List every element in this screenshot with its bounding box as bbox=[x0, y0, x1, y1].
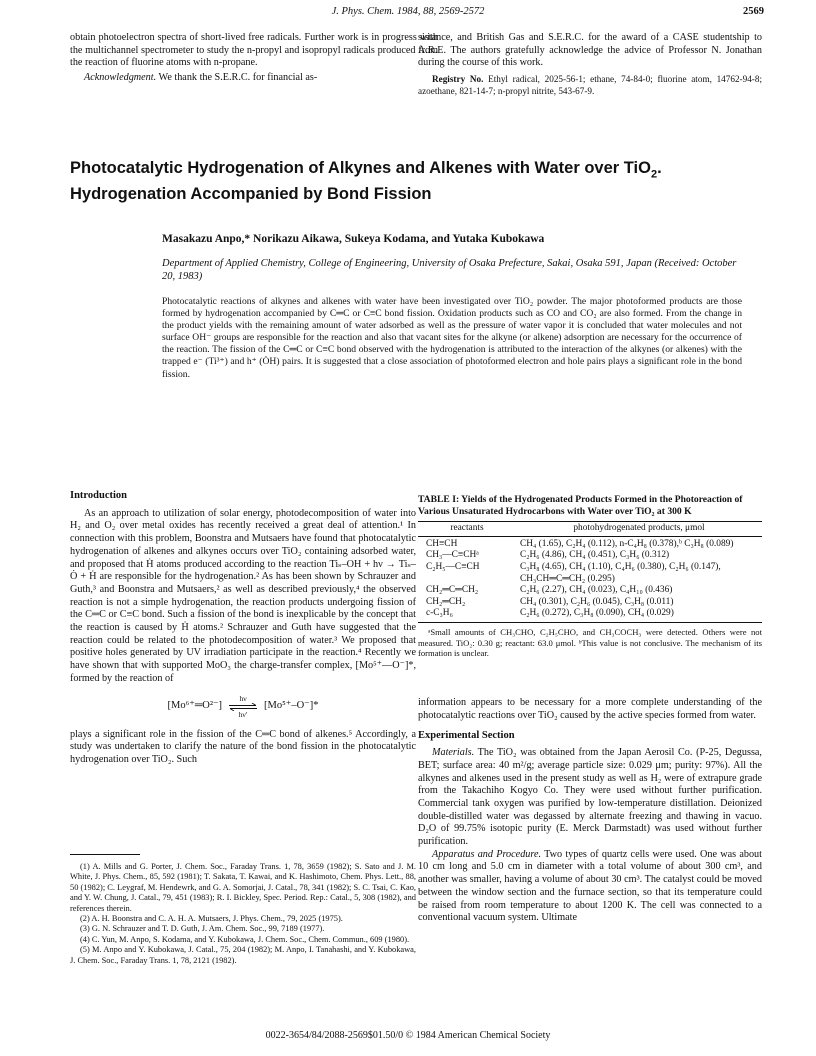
table-header-row bbox=[418, 522, 762, 537]
table-row bbox=[418, 536, 762, 550]
authors: Masakazu Anpo,* Norikazu Aikawa, Sukeya Kodama, and Yutaka Kubokawa bbox=[162, 233, 545, 245]
table-cell-products: C₂H₆ (2.27), CH₄ (0.023), C₄H₁₀ (0.436) bbox=[520, 585, 673, 596]
right-continuation: information appears to be necessary for a more complete understanding of the photocatalytic reactions over TiO₂ caused by the active species formed from water. bbox=[418, 697, 762, 721]
table-cell-reactant: C₂H₅—C≡CH bbox=[426, 561, 480, 572]
table-cell-reactant: c-C₃H₆ bbox=[418, 608, 516, 622]
table-col-products: photohydrogenated products, μmol bbox=[516, 522, 762, 537]
table-body bbox=[418, 521, 762, 623]
prev-article-text: obtain photoelectron spectra of short-lived free radicals. Further work is in progress with the multichannel spectrometer to study the n-propyl and isopropyl radicals produced from the reaction of fluorine atoms with n-propane. bbox=[70, 32, 438, 69]
prev-article-right bbox=[418, 32, 762, 97]
arrow-top-label: hν bbox=[239, 693, 247, 703]
reference-item: (5) M. Anpo and Y. Kubokawa, J. Catal., 75, 204 (1982); M. Anpo, I. Tanahashi, and Y. Kubokawa, J. Chem. Soc., Faraday Trans. 1, 78, 2121 (1982). bbox=[70, 945, 416, 965]
footnote-rule bbox=[70, 854, 140, 855]
table-row bbox=[418, 585, 762, 597]
references bbox=[70, 862, 416, 966]
table-row bbox=[418, 550, 762, 562]
introduction-heading: Introduction bbox=[70, 490, 127, 501]
title-line1: Photocatalytic Hydrogenation of Alkynes and Alkenes with Water over TiO bbox=[70, 159, 651, 177]
table-row bbox=[418, 608, 762, 622]
ack-text: We thank the S.E.R.C. for financial as- bbox=[158, 72, 318, 84]
registry-numbers bbox=[418, 74, 762, 97]
reference-item: (4) C. Yun, M. Anpo, S. Kodama, and Y. Kubokawa, J. Chem. Soc., Chem. Commun., 609 (1980). bbox=[80, 934, 410, 944]
table-1 bbox=[418, 494, 762, 659]
table-cell-products: C₂H₆ (4.86), CH₄ (0.451), C₃H₆ (0.312) bbox=[520, 550, 670, 561]
registry-text: Ethyl radical, 2025-56-1; ethane, 74-84-0; fluorine atom, 14762-94-8; azoethane, 821-14-7; n-propyl nitrite, 543-67-9. bbox=[418, 74, 762, 96]
affiliation: Department of Applied Chemistry, College of Engineering, University of Osaka Prefecture, Sakai, Osaka 591, Japan (Received: October 20, 1983) bbox=[162, 258, 737, 282]
table-cell-products: C₃H₈ (4.65), CH₄ (1.10), C₄H₆ (0.380), C₂H₆ (0.147), CH₃CH═C═CH₂ (0.295) bbox=[520, 561, 721, 584]
table-cell-products: C₂H₆ (0.272), C₃H₈ (0.090), CH₄ (0.029) bbox=[516, 608, 762, 622]
right-column bbox=[418, 697, 762, 925]
acknowledgment bbox=[70, 72, 438, 85]
equation-left: [Mo⁶⁺═O²⁻] bbox=[167, 700, 223, 712]
equation bbox=[70, 695, 416, 719]
apparatus-label: Apparatus and Procedure. bbox=[432, 848, 542, 860]
title-subscript: 2 bbox=[650, 168, 658, 181]
table-cell-reactant: CH₂═C═CH₂ bbox=[426, 585, 479, 596]
registry-label: Registry No. bbox=[432, 74, 484, 85]
table-cell-reactant: CH≡CH bbox=[426, 538, 458, 549]
ack-label: Acknowledgment. bbox=[84, 72, 157, 84]
materials-label: Materials. bbox=[432, 747, 475, 759]
intro-paragraph-1: As an approach to utilization of solar energy, photodecomposition of water into H₂ and O₂ over metal oxides has recently received a great deal of attention.¹ In connection with this problem, Boonstra and Mutsaers have found that photocatalytic hydrogenation of alkenes and alkynes occurs over TiO₂ containing adsorbed water, and proposed that Ḣ atoms produced according to the reaction Tiₛ–OH + hν → Tiₛ–Ȯ + Ḣ are responsible for the hydrogenation.² As has been shown by Schrauzer and Guth,³ and Boonstra and Mutsaers,² as well as described previously,⁴ the observed reaction is not a simple hydrogenation, the reaction products undergoing fission of the C═C or C≡C bond. Such a fission of the bond is inexplicable by the concept that the reaction is caused by Ḣ atoms.² Schrauzer and Guth have suggested that the reaction could be related to the photodecomposition of water.³ We proposed that positive holes generated by UV irradiation participate in the reaction.⁴ Recently we have shown that with supported MoO₃ the charge-transfer complex, [Mo⁵⁺—O⁻]*, formed by the reaction of bbox=[70, 507, 416, 684]
table-cell-reactant: CH₃—C≡CHᵃ bbox=[426, 550, 479, 561]
article-title bbox=[70, 158, 760, 204]
apparatus-text: Two types of quartz cells were used. One was about 10 cm long and 5.0 cm in diameter with a total volume of about 300 cm³, and another was smaller, having a volume of about 30 cm³. The catalyst could be moved between the window section and the furnace section, so that its temperature could be raised from room temperature to about 1200 K. The cell was connected to a conventional vacuum system. Ultimate bbox=[418, 848, 762, 924]
materials-paragraph bbox=[418, 747, 762, 849]
table-row bbox=[418, 597, 762, 609]
title-line2: Hydrogenation Accompanied by Bond Fission bbox=[70, 185, 432, 204]
page-number: 2569 bbox=[743, 6, 764, 17]
reference-item: (3) G. N. Schrauzer and T. D. Guth, J. Am. Chem. Soc., 99, 7189 (1977). bbox=[80, 924, 325, 934]
journal-header: J. Phys. Chem. 1984, 88, 2569-2572 bbox=[331, 6, 485, 17]
reference-item: (2) A. H. Boonstra and C. A. H. A. Mutsaers, J. Phys. Chem., 79, 2025 (1975). bbox=[80, 914, 343, 924]
abstract: Photocatalytic reactions of alkynes and alkenes with water have been investigated over TiO₂ powder. The major photoformed products are those formed by hydrogenation accompanied by C═C or C≡C bond fission. Oxidation products such as CO and CO₂ are also formed. From the change in the product yields with the remaining amount of water adsorbed as well as the pressure of water vapor it is concluded that water molecules and not surface OH⁻ groups are responsible for the reaction and also that vacant sites for the alkyne (or alkene) adsorption are necessary for the occurrence of the reaction. The fission of the C═C or C≡C bond observed with the hydrogenation is attributed to the interaction of the alkynes (or alkenes) with the trapped e⁻ (Ti³⁺) and h⁺ (ȮH) pairs. It is suggested that a close association of photoformed electron and hole pairs plays a significant role in the bond fission. bbox=[162, 296, 742, 380]
table-cell-reactant: CH₂═CH₂ bbox=[426, 596, 466, 607]
left-column bbox=[70, 490, 416, 767]
prev-article-left bbox=[70, 32, 438, 85]
apparatus-paragraph bbox=[418, 849, 762, 925]
title-end: . bbox=[657, 159, 662, 177]
copyright-footer: 0022-3654/84/2088-2569$01.50/0 © 1984 American Chemical Society bbox=[265, 1030, 551, 1041]
equation-right: [Mo⁵⁺–O⁻]* bbox=[264, 700, 319, 712]
table-footnote: ᵃSmall amounts of CH₃CHO, C₂H₅CHO, and CH₃COCH₃ were detected. Others were not measured. TiO₂: 0.30 g; reactant: 63.0 μmol. ᵇThis value is not conclusive. The mechanism of its formation is unclear. bbox=[418, 626, 762, 659]
materials-text: The TiO₂ was obtained from the Japan Aerosil Co. (P-25, Degussa, BET; surface area: 40 m²/g; average particle size: 0.029 μm; purity: 97%). All the alkynes and alkenes used in the present study as well as H₂ were of extrapure grade from the Takachiho Kogyo Co. They were used without further purification. Commercial tank oxygen was purified by low-temperature distillation. Deionized double-distilled water was degassed by alternate freezing and thawing in vacuo. D₂O of 99.75% isotopic purity (E. Merck Darmstadt) was used without further purification. bbox=[418, 747, 762, 848]
intro-paragraph-2: plays a significant role in the fission of the C═C bond of alkenes.⁵ Accordingly, a study was undertaken to clarify the nature of the bond fission in the photocatalytic hydrogenation over TiO₂. Such bbox=[70, 728, 416, 765]
equilibrium-arrow bbox=[228, 695, 258, 719]
prev-article-right-text: sistance, and British Gas and S.E.R.C. for the award of a CASE studentship to A.R.E. The authors gratefully acknowledge the advice of Professor N. Jonathan during the course of this work. bbox=[418, 32, 762, 69]
table-row bbox=[418, 562, 762, 585]
table-cell-products: CH₄ (1.65), C₂H₄ (0.112), n-C₄H₈ (0.378),ᵇ C₃H₈ (0.089) bbox=[520, 538, 734, 549]
experimental-heading: Experimental Section bbox=[418, 730, 515, 742]
table-title: TABLE I: Yields of the Hydrogenated Products Formed in the Photoreaction of Various Unsaturated Hydrocarbons with Water over TiO₂ at 300 K bbox=[418, 494, 743, 517]
table-col-reactants: reactants bbox=[418, 522, 516, 537]
table-cell-products: CH₄ (0.301), C₂H₆ (0.045), C₃H₈ (0.011) bbox=[520, 596, 674, 607]
reference-item: (1) A. Mills and G. Porter, J. Chem. Soc., Faraday Trans. 1, 78, 3659 (1982); S. Sato and J. M. White, J. Phys. Chem., 85, 592 (1981); T. Sakata, T. Kawai, and K. Hashimoto, Chem. Phys. Lett., 88, 50 (1982); C. Leygraf, M. Hendewrk, and G. A. Somorjai, J. Catal., 78, 341 (1982); S. C. Tsai, C. Kao, and Y. W. Chung, J. Catal., 79, 451 (1983); R. I. Bickley, Spec. Period. Rep.: Catal., 5, 308 (1982), and references therein. bbox=[70, 862, 416, 913]
arrow-bottom-label: hν′ bbox=[238, 709, 248, 719]
